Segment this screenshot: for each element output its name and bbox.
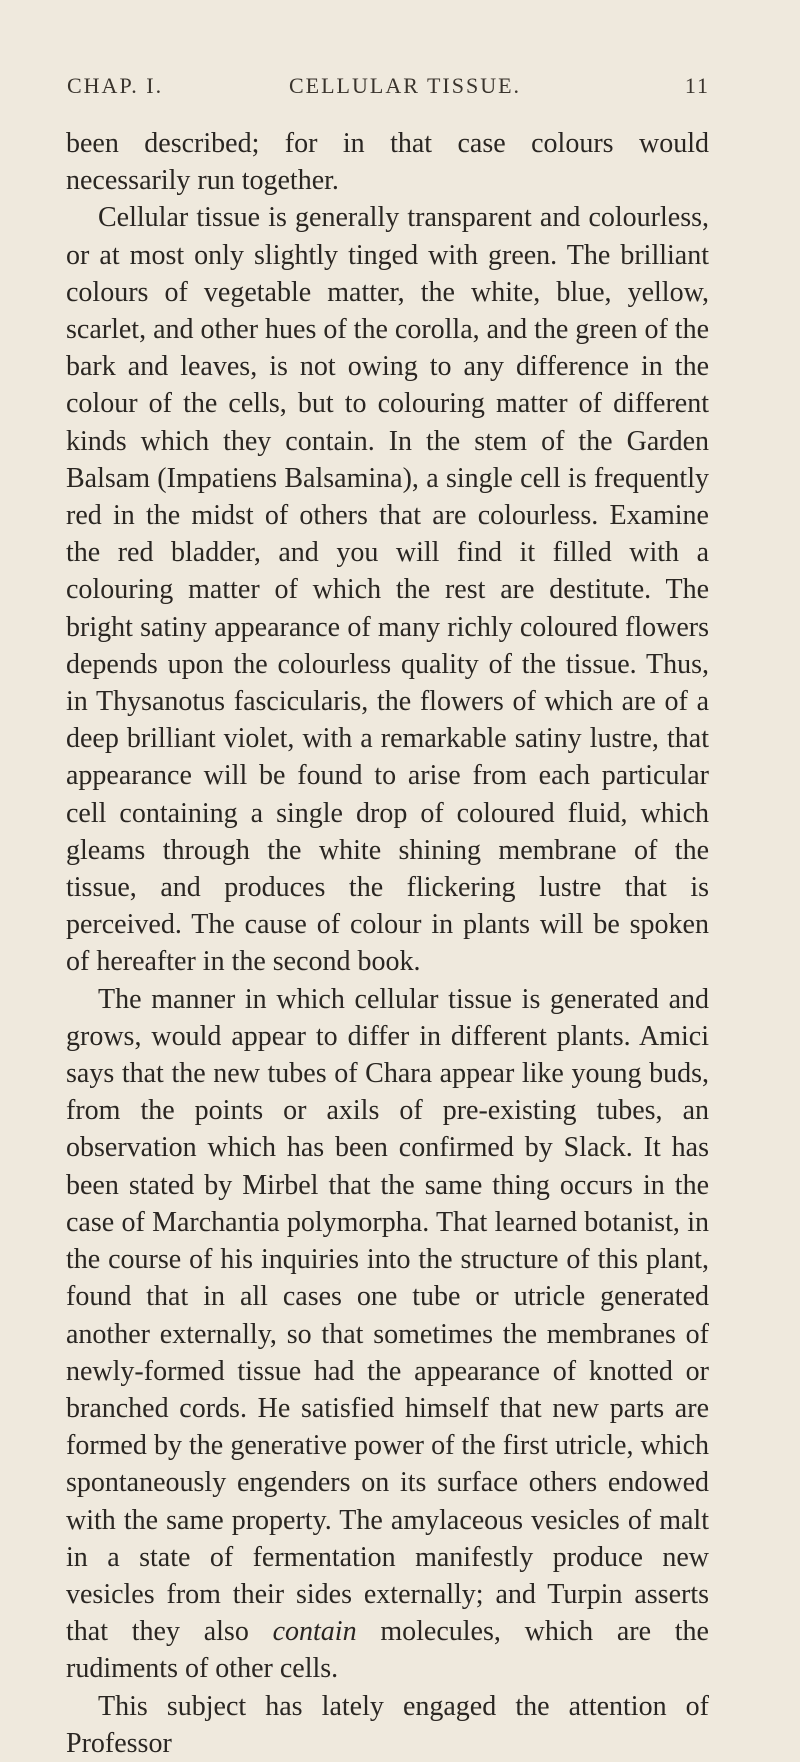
- paragraph-text: The manner in which cellular tissue is generated and grows, would appear to differ in different plants. Amici says that the new tubes of Chara appear like young buds, from the points or axils of pre-existing tubes, an observation which has been confirmed by Slack. It has been stated by Mirbel that the same thing occurs in the case of Marchantia polymorpha. That learned botanist, in the course of his inquiries into the structure of this plant, found that in all cases one tube or utricle generated another externally, so that sometimes the membranes of newly-formed tissue had the appearance of knotted or branched cords. He satisfied himself that new parts are formed by the generative power of the first utricle, which spontaneously engenders on its surface others endowed with the same property. The amylaceous vesicles of malt in a state of fermentation manifestly produce new vesicles from their sides externally; and Turpin asserts that they also: [66, 983, 709, 1648]
- paragraph: [66, 1688, 709, 1762]
- section-title: CELLULAR TISSUE.: [289, 73, 522, 98]
- paragraph: [66, 981, 709, 1688]
- italic-word: contain: [272, 1616, 357, 1648]
- paragraph-text-end: molecules, which are the rudiments of other cells.: [66, 1616, 709, 1685]
- running-head: [67, 73, 710, 107]
- body-text: [66, 125, 709, 1762]
- paragraph-text: Cellular tissue is generally transparent and colourless, or at most only slightly tinged with green. The brilliant colours of vegetable matter, the white, blue, yellow, scarlet, and other hues of the corolla, and the green of the bark and leaves, is not owing to any difference in the colour of the cells, but to colouring matter of different kinds which they contain. In the stem of the Garden Balsam (Impatiens Balsamina), a single cell is frequently red in the midst of others that are colourless. Examine the red bladder, and you will find it filled with a colouring matter of which the rest are destitute. The bright satiny appearance of many richly coloured flowers depends upon the colourless quality of the tissue. Thus, in Thysanotus fascicularis, the flowers of which are of a deep brilliant violet, with a remarkable satiny lustre, that appearance will be found to arise from each particular cell containing a single drop of coloured fluid, which gleams through the white shining membrane of the tissue, and produces the flickering lustre that is perceived. The cause of colour in plants will be spoken of hereafter in the second book.: [66, 202, 709, 978]
- paragraph-text: This subject has lately engaged the attention of Professor: [66, 1690, 709, 1759]
- chapter-label: CHAP. I.: [67, 73, 164, 98]
- paragraph-continuation: [66, 125, 709, 199]
- page-number: 11: [684, 73, 710, 98]
- paragraph-text: been described; for in that case colours would necessarily run together.: [66, 128, 709, 197]
- paragraph: [66, 199, 709, 980]
